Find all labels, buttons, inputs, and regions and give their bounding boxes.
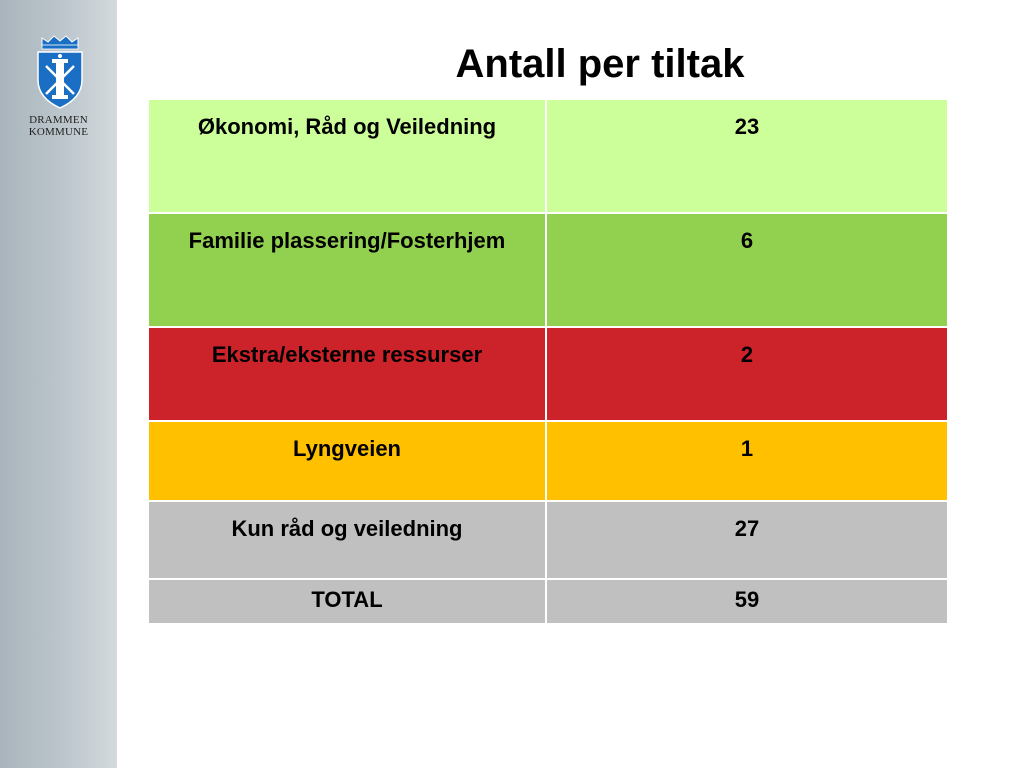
row-value: 1 bbox=[740, 436, 754, 461]
row-value: 27 bbox=[734, 516, 760, 541]
org-name bbox=[0, 114, 117, 138]
coat-of-arms-icon bbox=[28, 32, 92, 112]
table-row bbox=[149, 214, 947, 328]
table-row bbox=[149, 422, 947, 502]
sidebar bbox=[0, 0, 117, 768]
page-title: Antall per tiltak bbox=[455, 42, 745, 86]
row-value: 23 bbox=[734, 114, 760, 139]
measures-table bbox=[149, 100, 947, 623]
table-row bbox=[149, 100, 947, 214]
row-label: Ekstra/eksterne ressurser bbox=[149, 328, 547, 420]
total-label: TOTAL bbox=[149, 580, 547, 623]
row-label: Kun råd og veiledning bbox=[149, 502, 547, 578]
row-value: 2 bbox=[740, 342, 754, 367]
row-label: Lyngveien bbox=[149, 422, 547, 500]
org-name-line2: KOMMUNE bbox=[28, 126, 89, 138]
row-label: Familie plassering/Fosterhjem bbox=[149, 214, 547, 326]
table-row bbox=[149, 328, 947, 422]
row-value: 6 bbox=[740, 228, 754, 253]
table-row bbox=[149, 502, 947, 580]
org-name-line1: DRAMMEN bbox=[29, 114, 88, 126]
row-label: Økonomi, Råd og Veiledning bbox=[149, 100, 547, 212]
total-value: 59 bbox=[734, 587, 760, 612]
table-row-total bbox=[149, 580, 947, 623]
